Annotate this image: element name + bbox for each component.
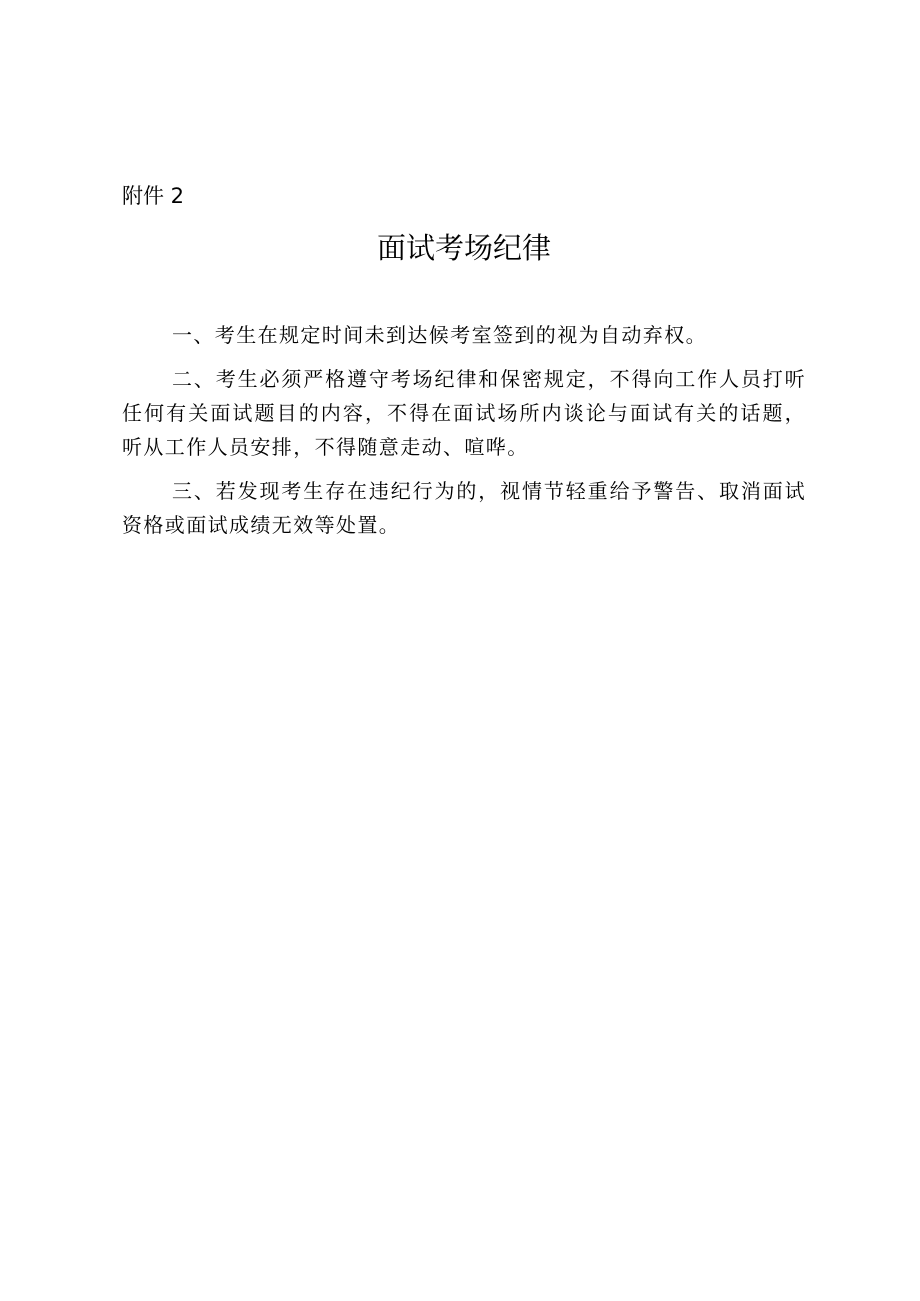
document-title: 面试考场纪律	[376, 231, 551, 265]
paragraph-rule-1: 一、考生在规定时间未到达候考室签到的视为自动弃权。	[172, 323, 707, 347]
paragraph-rule-3: 三、若发现考生存在违纪行为的，视情节轻重给予警告、取消面试资格或面试成绩无效等处置。	[122, 479, 806, 537]
document-body	[122, 318, 806, 552]
paragraph-rule-2: 二、考生必须严格遵守考场纪律和保密规定，不得向工作人员打听任何有关面试题目的内容，不得在面试场所内谈论与面试有关的话题，听从工作人员安排，不得随意走动、喧哗。	[122, 367, 806, 459]
attachment-label: 附件 2	[122, 184, 185, 208]
